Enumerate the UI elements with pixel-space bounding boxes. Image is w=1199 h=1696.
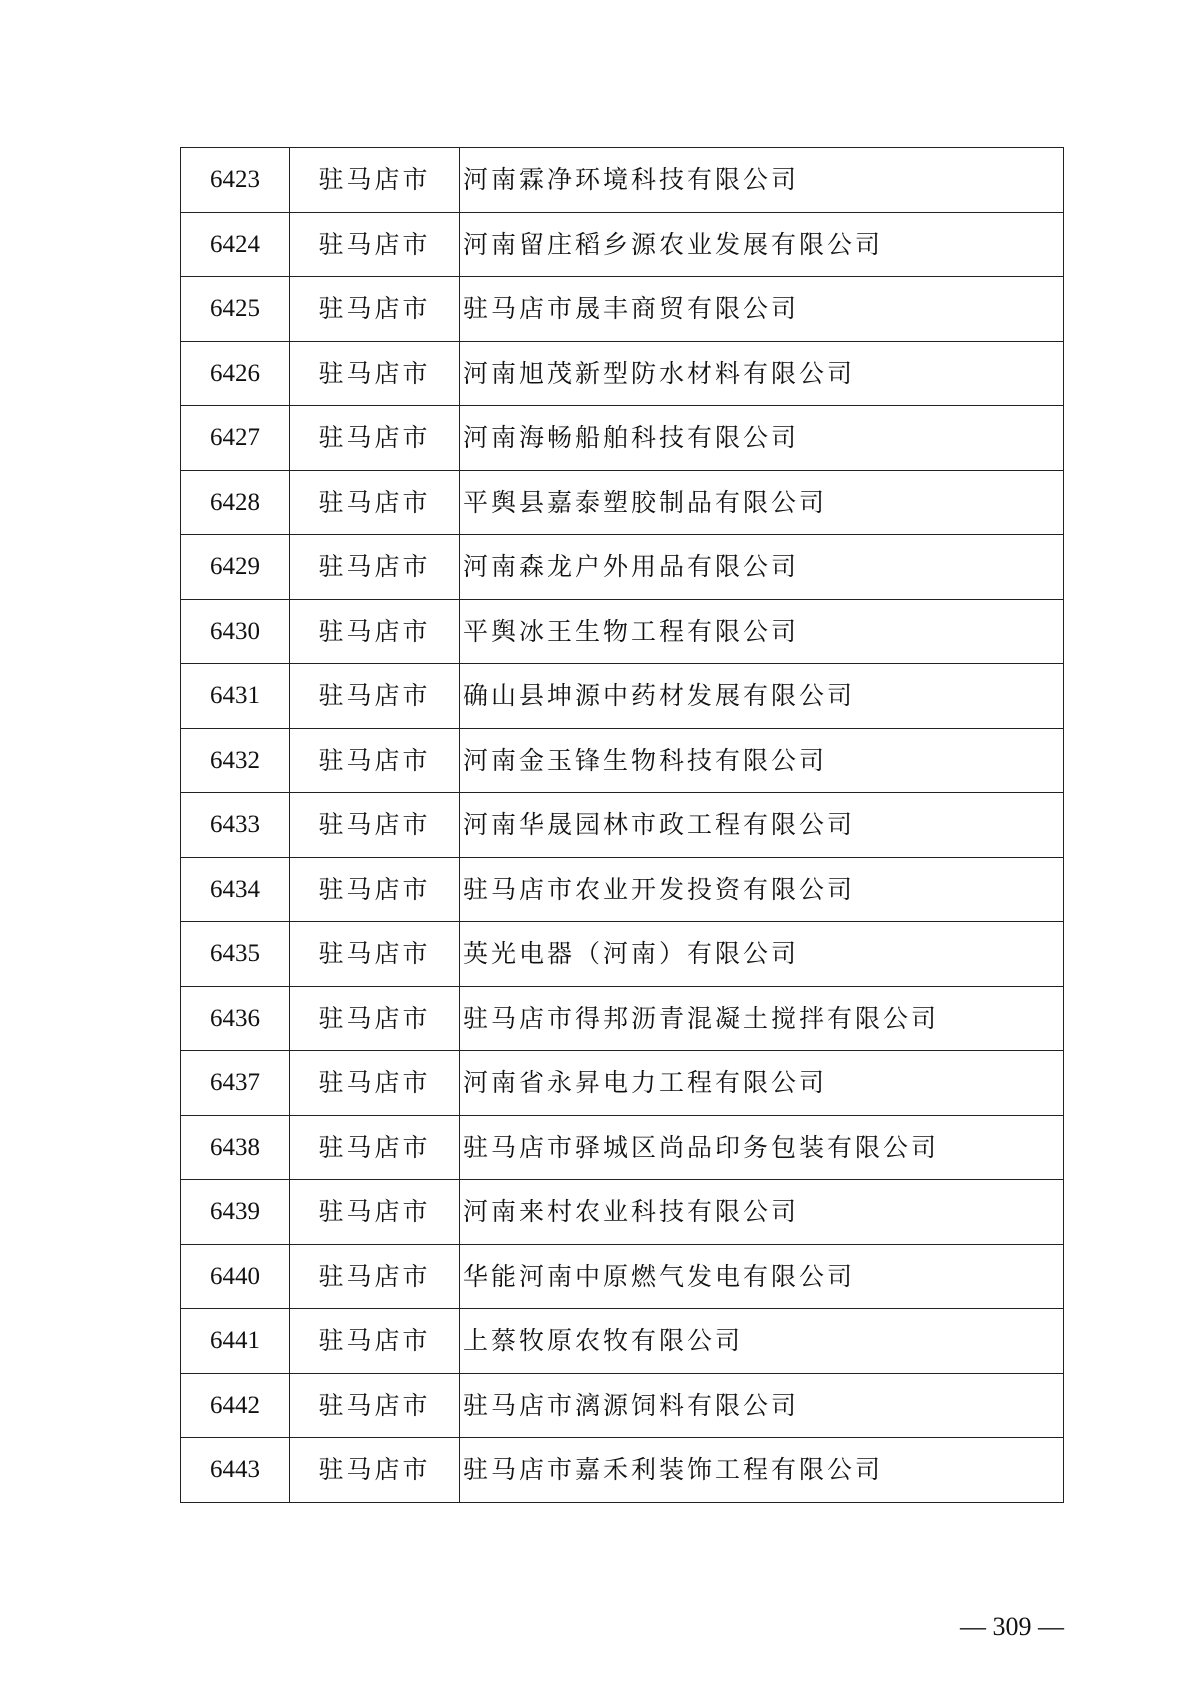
table-row	[181, 341, 1064, 406]
company-name-cell: 驻马店市漓源饲料有限公司	[460, 1373, 1064, 1438]
serial-number-cell: 6437	[181, 1051, 290, 1116]
company-name-cell: 河南霖净环境科技有限公司	[460, 148, 1064, 213]
table-body	[181, 148, 1064, 1503]
serial-number-cell: 6427	[181, 406, 290, 471]
company-name-cell: 平舆县嘉泰塑胶制品有限公司	[460, 470, 1064, 535]
table-row	[181, 212, 1064, 277]
company-name-cell: 驻马店市农业开发投资有限公司	[460, 857, 1064, 922]
company-name-cell: 英光电器（河南）有限公司	[460, 922, 1064, 987]
company-name-cell: 河南来村农业科技有限公司	[460, 1180, 1064, 1245]
table-row	[181, 148, 1064, 213]
table-row	[181, 1051, 1064, 1116]
serial-number-cell: 6439	[181, 1180, 290, 1245]
table-row	[181, 1438, 1064, 1503]
table-row	[181, 793, 1064, 858]
city-cell: 驻马店市	[290, 857, 460, 922]
serial-number-cell: 6440	[181, 1244, 290, 1309]
city-cell: 驻马店市	[290, 1180, 460, 1245]
serial-number-cell: 6436	[181, 986, 290, 1051]
table-row	[181, 664, 1064, 729]
serial-number-cell: 6429	[181, 535, 290, 600]
table-row	[181, 1115, 1064, 1180]
company-name-cell: 驻马店市晟丰商贸有限公司	[460, 277, 1064, 342]
company-name-cell: 确山县坤源中药材发展有限公司	[460, 664, 1064, 729]
table-row	[181, 535, 1064, 600]
city-cell: 驻马店市	[290, 406, 460, 471]
serial-number-cell: 6432	[181, 728, 290, 793]
company-name-cell: 驻马店市得邦沥青混凝土搅拌有限公司	[460, 986, 1064, 1051]
city-cell: 驻马店市	[290, 341, 460, 406]
table-row	[181, 986, 1064, 1051]
table-row	[181, 1244, 1064, 1309]
table-row	[181, 277, 1064, 342]
table-row	[181, 857, 1064, 922]
serial-number-cell: 6434	[181, 857, 290, 922]
company-name-cell: 河南旭茂新型防水材料有限公司	[460, 341, 1064, 406]
company-name-cell: 河南森龙户外用品有限公司	[460, 535, 1064, 600]
serial-number-cell: 6442	[181, 1373, 290, 1438]
serial-number-cell: 6423	[181, 148, 290, 213]
company-name-cell: 驻马店市嘉禾利装饰工程有限公司	[460, 1438, 1064, 1503]
city-cell: 驻马店市	[290, 599, 460, 664]
serial-number-cell: 6428	[181, 470, 290, 535]
city-cell: 驻马店市	[290, 1115, 460, 1180]
company-registry-table	[180, 147, 1064, 1503]
company-name-cell: 河南省永昇电力工程有限公司	[460, 1051, 1064, 1116]
serial-number-cell: 6443	[181, 1438, 290, 1503]
city-cell: 驻马店市	[290, 1244, 460, 1309]
serial-number-cell: 6438	[181, 1115, 290, 1180]
table-row	[181, 1309, 1064, 1374]
table-row	[181, 599, 1064, 664]
company-name-cell: 河南留庄稻乡源农业发展有限公司	[460, 212, 1064, 277]
city-cell: 驻马店市	[290, 470, 460, 535]
serial-number-cell: 6425	[181, 277, 290, 342]
serial-number-cell: 6433	[181, 793, 290, 858]
company-name-cell: 河南金玉锋生物科技有限公司	[460, 728, 1064, 793]
city-cell: 驻马店市	[290, 793, 460, 858]
serial-number-cell: 6431	[181, 664, 290, 729]
serial-number-cell: 6426	[181, 341, 290, 406]
company-name-cell: 上蔡牧原农牧有限公司	[460, 1309, 1064, 1374]
company-name-cell: 华能河南中原燃气发电有限公司	[460, 1244, 1064, 1309]
serial-number-cell: 6430	[181, 599, 290, 664]
serial-number-cell: 6424	[181, 212, 290, 277]
city-cell: 驻马店市	[290, 1438, 460, 1503]
table-row	[181, 1180, 1064, 1245]
table-row	[181, 406, 1064, 471]
city-cell: 驻马店市	[290, 922, 460, 987]
serial-number-cell: 6435	[181, 922, 290, 987]
city-cell: 驻马店市	[290, 1309, 460, 1374]
city-cell: 驻马店市	[290, 277, 460, 342]
city-cell: 驻马店市	[290, 664, 460, 729]
city-cell: 驻马店市	[290, 728, 460, 793]
page-number: — 309 —	[960, 1612, 1064, 1641]
table-row	[181, 1373, 1064, 1438]
company-name-cell: 河南海畅船舶科技有限公司	[460, 406, 1064, 471]
city-cell: 驻马店市	[290, 1051, 460, 1116]
table-row	[181, 470, 1064, 535]
serial-number-cell: 6441	[181, 1309, 290, 1374]
city-cell: 驻马店市	[290, 535, 460, 600]
table-row	[181, 922, 1064, 987]
company-name-cell: 驻马店市驿城区尚品印务包装有限公司	[460, 1115, 1064, 1180]
city-cell: 驻马店市	[290, 212, 460, 277]
city-cell: 驻马店市	[290, 986, 460, 1051]
city-cell: 驻马店市	[290, 148, 460, 213]
company-name-cell: 河南华晟园林市政工程有限公司	[460, 793, 1064, 858]
city-cell: 驻马店市	[290, 1373, 460, 1438]
company-name-cell: 平舆冰王生物工程有限公司	[460, 599, 1064, 664]
table-row	[181, 728, 1064, 793]
